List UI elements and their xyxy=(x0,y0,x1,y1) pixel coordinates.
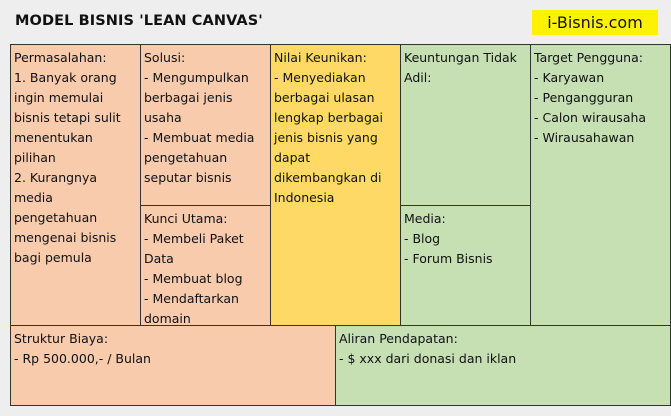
page-title: MODEL BISNIS 'LEAN CANVAS' xyxy=(15,13,263,29)
cell-target-pengguna xyxy=(530,44,671,326)
cell-heading: Target Pengguna: xyxy=(534,50,643,65)
cell-list xyxy=(144,229,267,326)
cell-list xyxy=(339,349,667,369)
list-item: - Membuat media pengetahuan seputar bisnis xyxy=(144,130,255,185)
cell-heading: Media: xyxy=(404,211,446,226)
list-item: - Wirausahawan xyxy=(534,130,635,145)
cell-solusi xyxy=(140,44,271,206)
list-item: - Forum Bisnis xyxy=(404,251,493,266)
cell-heading: Struktur Biaya: xyxy=(14,331,109,346)
cell-list xyxy=(144,68,267,188)
cell-struktur-biaya xyxy=(10,325,336,406)
cell-keuntungan-tidak-adil xyxy=(400,44,531,206)
brand-label: i-Bisnis.com xyxy=(532,10,658,35)
list-item: - Blog xyxy=(404,231,441,246)
cell-media xyxy=(400,205,531,326)
cell-heading: Nilai Keunikan: xyxy=(274,50,367,65)
list-item: 1. Banyak orang ingin memulai bisnis tetapi sulit menentukan pilihan xyxy=(14,70,121,165)
cell-kunci-utama xyxy=(140,205,271,326)
cell-list xyxy=(274,68,397,208)
list-item: - Calon wirausaha xyxy=(534,110,647,125)
cell-heading: Permasalahan: xyxy=(14,50,107,65)
cell-nilai-keunikan xyxy=(270,44,401,326)
cell-heading: Keuntungan Tidak Adil: xyxy=(404,50,517,85)
lean-canvas xyxy=(10,44,671,406)
cell-list xyxy=(534,68,667,148)
list-item: - $ xxx dari donasi dan iklan xyxy=(339,351,517,366)
list-item: - Mengumpulkan berbagai jenis usaha xyxy=(144,70,249,125)
list-item: - Rp 500.000,- / Bulan xyxy=(14,351,151,366)
cell-list xyxy=(404,229,527,269)
list-item: - Pengangguran xyxy=(534,90,634,105)
list-item: 2. Kurangnya media pengetahuan mengenai bisnis bagi pemula xyxy=(14,170,117,265)
cell-list xyxy=(14,68,137,268)
list-item: - Menyediakan berbagai ulasan lengkap berbagai jenis bisnis yang dapat dikembangkan di Indonesia xyxy=(274,70,384,205)
cell-heading: Kunci Utama: xyxy=(144,211,228,226)
list-item: - Karyawan xyxy=(534,70,605,85)
cell-aliran-pendapatan xyxy=(335,325,671,406)
cell-heading: Solusi: xyxy=(144,50,186,65)
cell-permasalahan xyxy=(10,44,141,326)
list-item: - Mendaftarkan domain xyxy=(144,291,239,326)
cell-list xyxy=(14,349,332,369)
cell-heading: Aliran Pendapatan: xyxy=(339,331,458,346)
list-item: - Membuat blog xyxy=(144,271,243,286)
list-item: - Membeli Paket Data xyxy=(144,231,244,266)
